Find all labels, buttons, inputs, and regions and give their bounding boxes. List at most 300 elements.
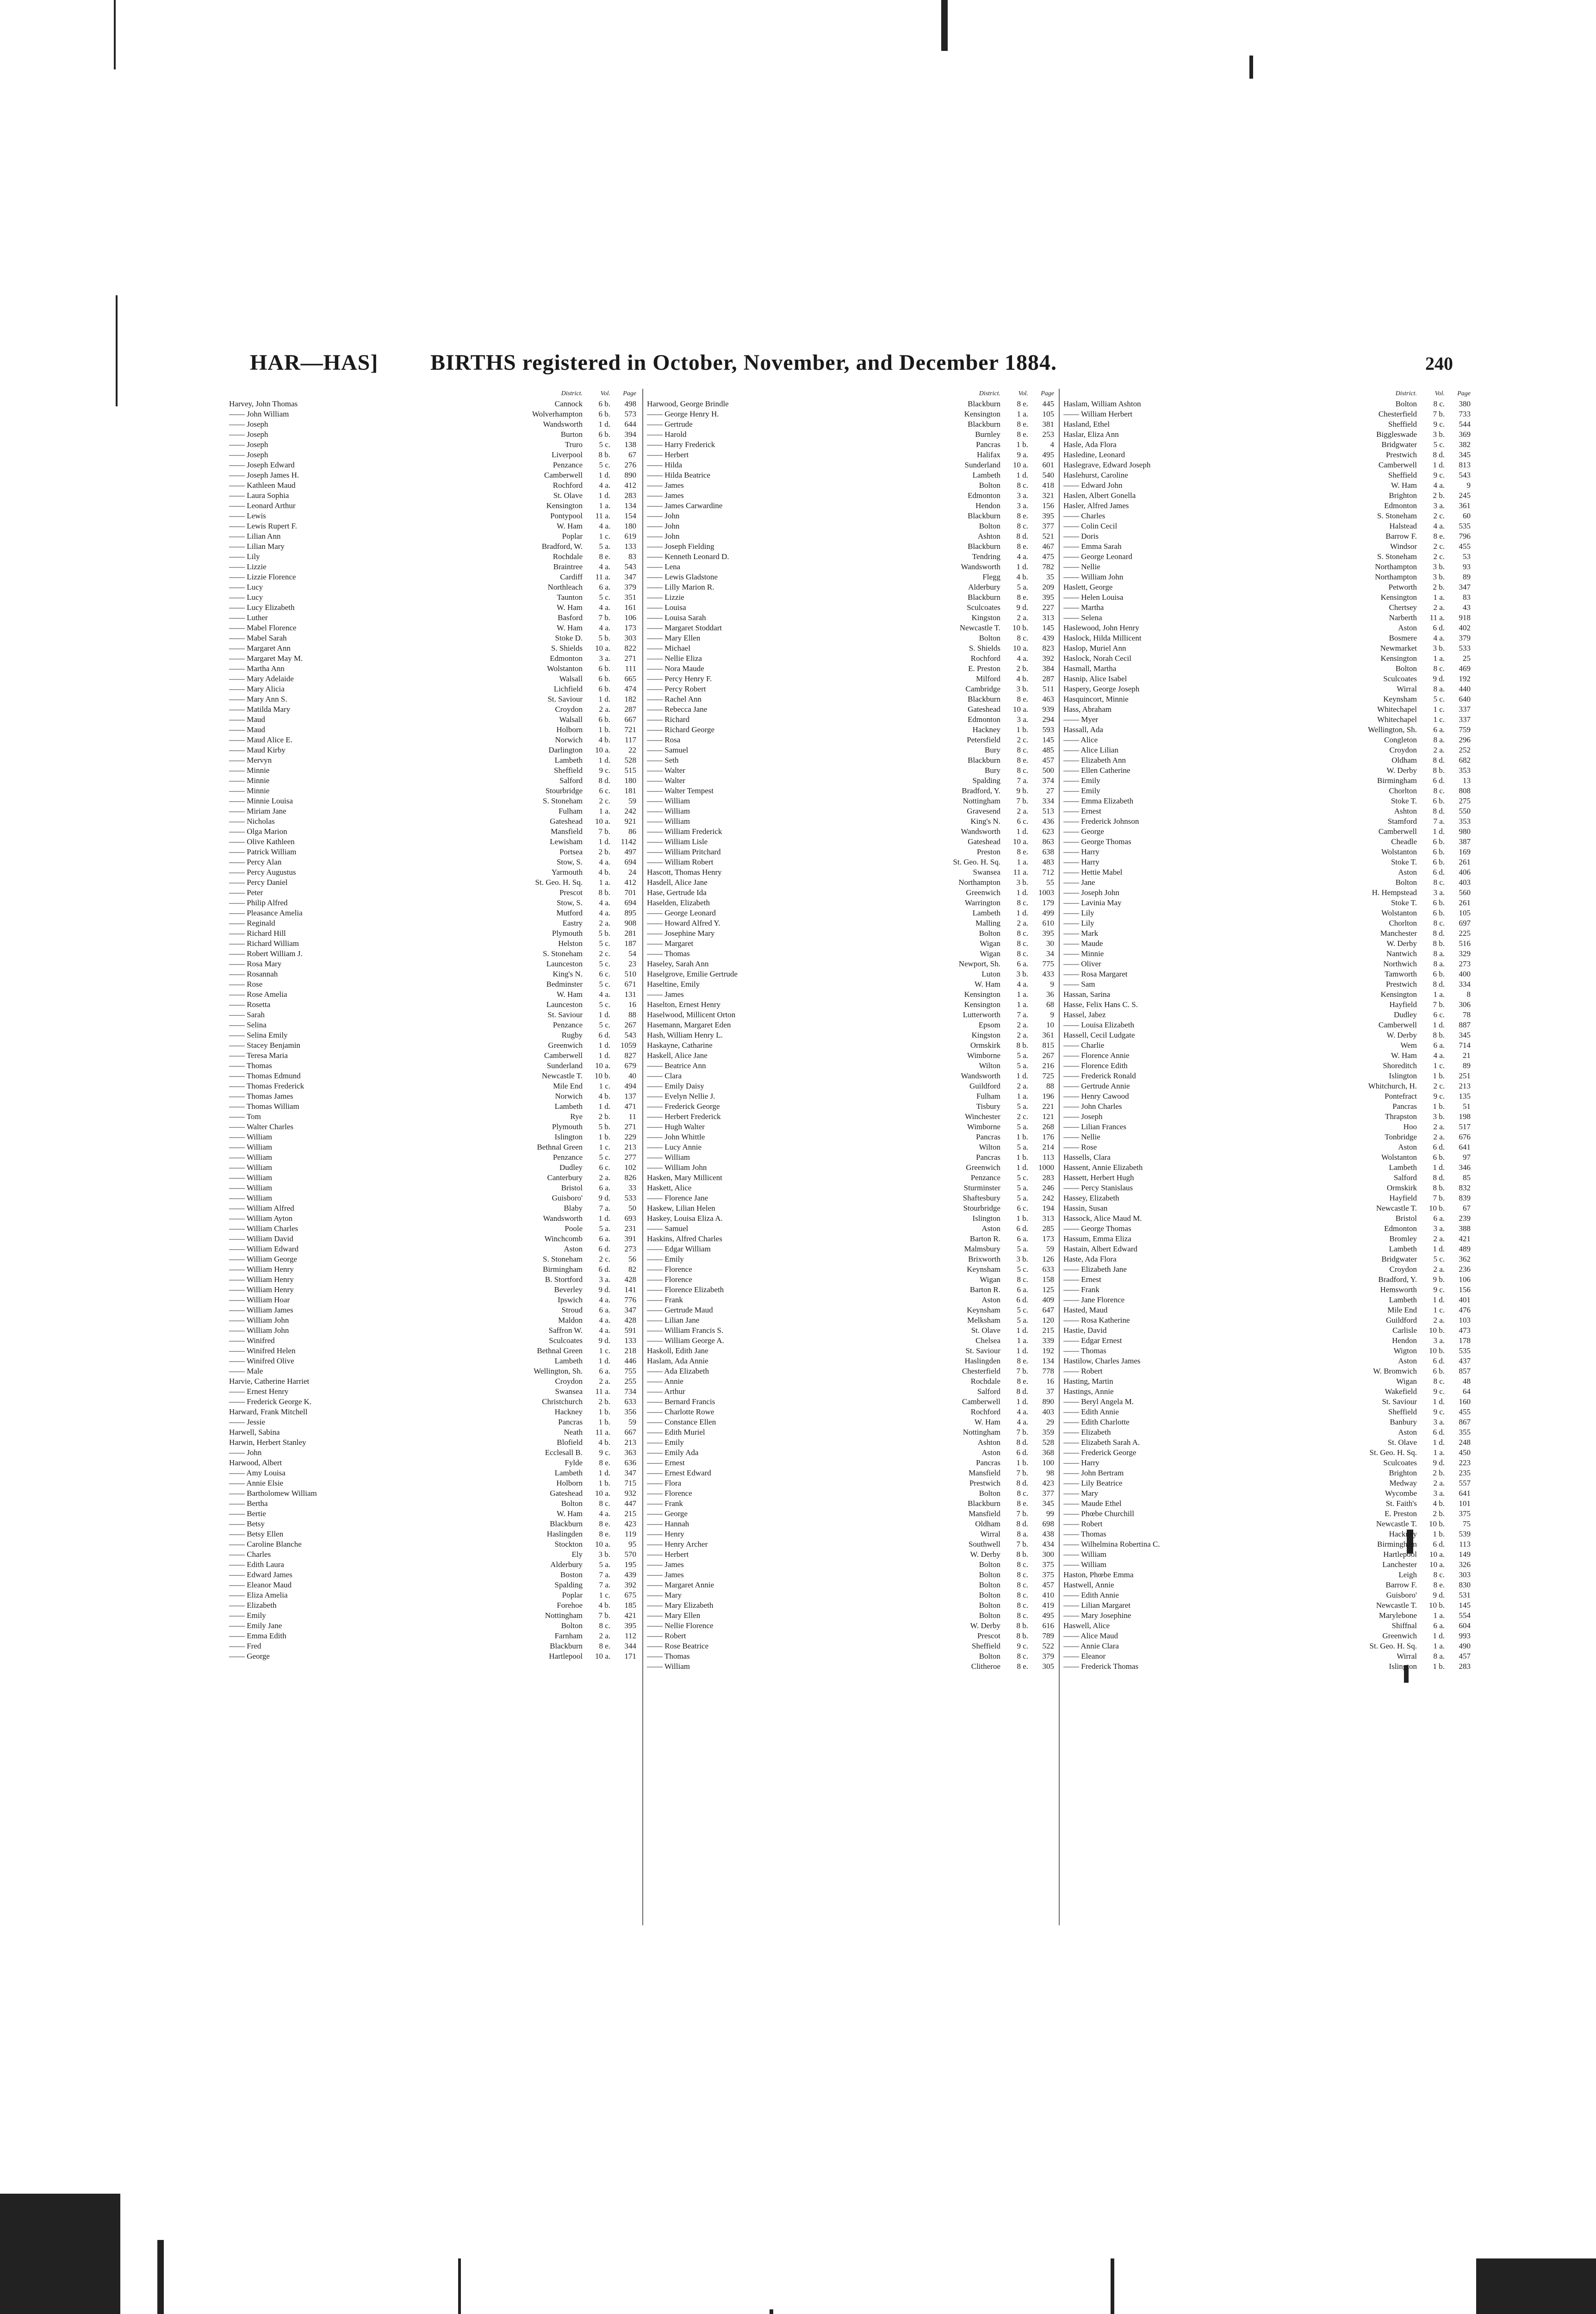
index-entry <box>1063 1020 1471 1030</box>
entry-page: 21 <box>1463 1051 1471 1060</box>
index-entry <box>647 1203 1054 1213</box>
entry-district: Bolton <box>979 1580 1000 1589</box>
entry-page: 176 <box>1042 1132 1054 1141</box>
entry-district: Rochford <box>970 654 1000 663</box>
scan-mark-top-center <box>941 0 948 51</box>
index-entry <box>647 633 1054 643</box>
entry-page: 822 <box>624 644 636 653</box>
entry-page: 675 <box>624 1591 636 1599</box>
entry-page: 236 <box>1459 1265 1471 1274</box>
index-entry <box>647 1417 1054 1427</box>
entry-volume: 8 c. <box>1433 919 1445 927</box>
entry-name: —— Mary Ellen <box>647 634 701 642</box>
entry-page: 528 <box>1042 1438 1054 1447</box>
entry-volume: 8 c. <box>1017 481 1028 490</box>
entry-name: —— William <box>647 817 690 826</box>
entry-name: Hasemann, Margaret Eden <box>647 1020 731 1029</box>
entry-page: 60 <box>1463 511 1471 520</box>
entry-name: —— Robert William J. <box>229 949 303 958</box>
entry-page: 395 <box>624 1621 636 1630</box>
entry-volume: 4 a. <box>599 908 610 917</box>
entry-page: 447 <box>624 1499 636 1508</box>
entry-volume: 3 a. <box>1433 888 1445 897</box>
index-entry <box>647 562 1054 572</box>
entry-volume: 10 b. <box>1429 1601 1445 1610</box>
entry-page: 134 <box>1042 1356 1054 1365</box>
entry-district: Newcastle T. <box>959 623 1000 632</box>
entry-district: Preston <box>977 847 1000 856</box>
entry-page: 229 <box>624 1132 636 1141</box>
index-entry <box>229 1040 636 1051</box>
page-number: 240 <box>1425 353 1453 374</box>
entry-district: Bromley <box>1389 1234 1417 1243</box>
entry-district: Portsea <box>559 847 583 856</box>
entry-name: Haslen, Albert Gonella <box>1063 491 1136 500</box>
entry-name: Hass, Abraham <box>1063 705 1112 714</box>
entry-page: 100 <box>1042 1458 1054 1467</box>
index-entry <box>647 1590 1054 1600</box>
entry-district: Marylebone <box>1379 1611 1417 1620</box>
entry-district: Aston <box>564 1244 583 1253</box>
entry-name: Hasle, Ada Flora <box>1063 440 1117 449</box>
index-entry <box>229 684 636 694</box>
entry-name: —— Lilian Ann <box>229 532 281 541</box>
entry-district: Halstead <box>1389 522 1417 530</box>
entry-page: 697 <box>1459 919 1471 927</box>
entry-name: Haselton, Ernest Henry <box>647 1000 721 1009</box>
entry-district: Carlisle <box>1392 1326 1417 1335</box>
index-entry <box>647 969 1054 979</box>
index-entry <box>1063 399 1471 409</box>
index-range: HAR—HAS] <box>250 350 379 375</box>
entry-page: 51 <box>1463 1102 1471 1111</box>
index-entry <box>1063 419 1471 429</box>
entry-page: 412 <box>624 878 636 887</box>
entry-page: 438 <box>1042 1530 1054 1538</box>
index-entry <box>229 1132 636 1142</box>
entry-volume: 7 b. <box>598 827 610 836</box>
entry-district: Norwich <box>555 1092 583 1101</box>
index-entry <box>647 847 1054 857</box>
index-entry <box>1063 969 1471 979</box>
entry-page: 221 <box>1042 1102 1054 1111</box>
index-entry <box>229 399 636 409</box>
entry-page: 24 <box>628 868 636 877</box>
index-entry <box>647 470 1054 480</box>
index-entry <box>1063 1112 1471 1122</box>
entry-name: —— Nellie <box>1063 1132 1100 1141</box>
entry-district: Bolton <box>1395 664 1417 673</box>
index-entry <box>1063 552 1471 562</box>
entry-name: —— Thomas <box>647 1652 690 1661</box>
index-entry <box>1063 1580 1471 1590</box>
entry-page: 29 <box>1046 1418 1054 1426</box>
entry-name: —— William George A. <box>647 1336 724 1345</box>
entry-district: Wilton <box>979 1143 1000 1151</box>
entry-page: 694 <box>624 858 636 866</box>
index-entry <box>647 1122 1054 1132</box>
entry-district: Bosmere <box>1389 634 1417 642</box>
entry-name: Haseley, Sarah Ann <box>647 959 709 968</box>
index-entry <box>229 1254 636 1264</box>
entry-district: W. Ham <box>556 1509 583 1518</box>
entry-volume: 1 b. <box>1016 1458 1028 1467</box>
entry-name: —— Ernest Henry <box>229 1387 289 1396</box>
entry-name: —— Rosa Margaret <box>1063 970 1128 978</box>
entry-district: Barton R. <box>969 1234 1000 1243</box>
entry-volume: 1 d. <box>598 1051 610 1060</box>
entry-name: Harwood, George Brindle <box>647 399 729 408</box>
index-entry <box>229 1611 636 1621</box>
index-entry <box>647 1173 1054 1183</box>
entry-volume: 1 d. <box>1433 460 1445 469</box>
entry-district: Alderbury <box>550 1560 583 1569</box>
entry-name: —— Edward John <box>1063 481 1123 490</box>
entry-name: —— William John <box>229 1316 289 1325</box>
vol-header: Vol. <box>1435 390 1445 397</box>
entry-name: Haslop, Muriel Ann <box>1063 644 1126 653</box>
entry-district: Maldon <box>558 1316 583 1325</box>
entry-name: —— Annie Elsie <box>229 1479 284 1487</box>
index-entry <box>1063 1325 1471 1336</box>
entry-volume: 1 b. <box>1433 1530 1445 1538</box>
index-entry <box>1063 1590 1471 1600</box>
entry-volume: 2 c. <box>599 796 610 805</box>
entry-district: E. Preston <box>968 664 1000 673</box>
entry-name: —— Robert <box>647 1631 686 1640</box>
entry-name: —— Frank <box>1063 1285 1099 1294</box>
entry-district: St. Geo. H. Sq. <box>1369 1642 1417 1650</box>
index-entry <box>647 1611 1054 1621</box>
entry-page: 434 <box>1042 1540 1054 1549</box>
index-entry <box>1063 1305 1471 1315</box>
entry-page: 154 <box>624 511 636 520</box>
entry-name: —— Rose Beatrice <box>647 1642 709 1650</box>
entry-district: Blackburn <box>968 420 1000 429</box>
entry-district: W. Derby <box>1386 1031 1417 1039</box>
entry-page: 135 <box>1459 1092 1471 1101</box>
index-entry <box>229 928 636 939</box>
entry-volume: 3 a. <box>1433 1489 1445 1498</box>
index-entry <box>229 511 636 521</box>
index-entry <box>1063 959 1471 969</box>
entry-volume: 4 a. <box>599 1316 610 1325</box>
entry-name: —— Charles <box>229 1550 271 1559</box>
entry-name: Haskew, Lilian Helen <box>647 1204 715 1213</box>
entry-district: Sculcoates <box>1383 674 1417 683</box>
index-entry <box>647 1275 1054 1285</box>
entry-page: 839 <box>1459 1194 1471 1202</box>
index-entry <box>229 603 636 613</box>
entry-volume: 10 b. <box>1429 1326 1445 1335</box>
entry-page: 665 <box>624 674 636 683</box>
entry-volume: 1 c. <box>599 1082 610 1090</box>
index-entry <box>1063 1264 1471 1275</box>
entry-name: —— Olga Marion <box>229 827 287 836</box>
entry-name: —— Charlotte Rowe <box>647 1407 714 1416</box>
entry-page: 540 <box>1042 471 1054 479</box>
index-entry <box>1063 715 1471 725</box>
entry-volume: 9 c. <box>1433 471 1445 479</box>
entry-name: Hastwell, Annie <box>1063 1580 1114 1589</box>
entry-name: —— Constance Ellen <box>647 1418 716 1426</box>
index-entry <box>1063 480 1471 491</box>
entry-page: 268 <box>1042 1122 1054 1131</box>
index-entry <box>1063 623 1471 633</box>
entry-name: —— Mabel Florence <box>229 623 297 632</box>
entry-district: Walsall <box>559 715 583 724</box>
index-entry <box>1063 664 1471 674</box>
index-entry <box>647 1651 1054 1661</box>
entry-name: —— Clara <box>647 1071 682 1080</box>
entry-page: 375 <box>1042 1570 1054 1579</box>
column-divider <box>642 389 643 1925</box>
index-entry <box>1063 1549 1471 1560</box>
entry-page: 867 <box>1459 1418 1471 1426</box>
entry-volume: 7 b. <box>1016 1540 1028 1549</box>
index-entry <box>229 1458 636 1468</box>
entry-district: Holborn <box>556 1479 583 1487</box>
entry-page: 395 <box>1042 929 1054 938</box>
entry-page: 271 <box>624 1122 636 1131</box>
entry-page: 490 <box>1459 1642 1471 1650</box>
index-entry <box>647 1387 1054 1397</box>
entry-volume: 6 a. <box>1017 1285 1028 1294</box>
entry-page: 227 <box>1042 603 1054 612</box>
entry-district: W. Derby <box>970 1550 1000 1559</box>
entry-district: Malmsbury <box>964 1244 1000 1253</box>
entry-volume: 6 c. <box>1017 817 1028 826</box>
index-entry <box>1063 806 1471 816</box>
entry-volume: 5 a. <box>599 1224 610 1233</box>
entry-name: —— Beatrice Ann <box>647 1061 706 1070</box>
entry-volume: 3 a. <box>1017 715 1028 724</box>
entry-page: 27 <box>1046 786 1054 795</box>
index-entry <box>229 1448 636 1458</box>
entry-volume: 8 e. <box>1017 1356 1028 1365</box>
entry-name: Hassum, Emma Eliza <box>1063 1234 1131 1243</box>
index-entry <box>647 949 1054 959</box>
entry-name: —— Minnie <box>229 766 270 775</box>
entry-district: Sheffield <box>1388 1407 1417 1416</box>
entry-volume: 6 b. <box>1433 1367 1445 1375</box>
entry-district: Hackney <box>1389 1530 1417 1538</box>
entry-page: 939 <box>1042 705 1054 714</box>
entry-name: Haswell, Alice <box>1063 1621 1110 1630</box>
entry-name: —— John Bertram <box>1063 1468 1124 1477</box>
index-entry <box>647 796 1054 806</box>
entry-district: St. Saviour <box>1382 1397 1417 1406</box>
entry-volume: 9 c. <box>1433 420 1445 429</box>
entry-volume: 10 a. <box>1012 460 1028 469</box>
entry-district: Croydon <box>1389 746 1417 754</box>
entry-page: 36 <box>1046 990 1054 999</box>
index-entry <box>229 460 636 470</box>
index-entry <box>1063 1560 1471 1570</box>
entry-page: 156 <box>1042 501 1054 510</box>
entry-volume: 5 a. <box>599 1560 610 1569</box>
entry-page: 9 <box>1050 980 1054 989</box>
entry-volume: 10 a. <box>595 1652 610 1661</box>
entry-name: —— Helen Louisa <box>1063 593 1124 602</box>
entry-district: Blackburn <box>968 399 1000 408</box>
entry-name: —— Josephine Mary <box>647 929 715 938</box>
entry-page: 890 <box>1042 1397 1054 1406</box>
entry-name: —— Richard <box>647 715 690 724</box>
index-entry <box>1063 1213 1471 1224</box>
entry-volume: 3 b. <box>1433 1112 1445 1121</box>
entry-name: —— Jane Florence <box>1063 1295 1125 1304</box>
index-entry <box>647 1488 1054 1499</box>
index-entry <box>229 633 636 643</box>
entry-volume: 8 d. <box>1433 807 1445 815</box>
entry-volume: 5 c. <box>599 593 610 602</box>
entry-name: —— Rose <box>1063 1143 1097 1151</box>
index-entry <box>229 1071 636 1081</box>
entry-volume: 1 d. <box>598 756 610 765</box>
index-entry <box>229 1020 636 1030</box>
entry-page: 362 <box>1459 1255 1471 1263</box>
entry-name: —— Winifred Olive <box>229 1356 294 1365</box>
index-entry <box>229 694 636 704</box>
entry-district: Rochford <box>970 1407 1000 1416</box>
scan-mark-bottom-right-block <box>1476 2258 1596 2314</box>
entry-name: —— Edith Laura <box>229 1560 284 1569</box>
entry-district: Lambeth <box>972 908 1000 917</box>
entry-district: Islington <box>554 1132 583 1141</box>
entry-name: Haston, Phœbe Emma <box>1063 1570 1134 1579</box>
entry-page: 120 <box>1042 1316 1054 1325</box>
index-entry <box>647 674 1054 684</box>
entry-district: Kensington <box>546 501 583 510</box>
entry-volume: 1 c. <box>599 1591 610 1599</box>
entry-volume: 6 b. <box>1433 847 1445 856</box>
index-entry <box>647 1570 1054 1580</box>
index-entry <box>1063 1193 1471 1203</box>
entry-district: St. Geo. H. Sq. <box>1369 1448 1417 1457</box>
entry-volume: 8 c. <box>599 1499 610 1508</box>
entry-district: Congleton <box>1384 735 1417 744</box>
entry-volume: 8 c. <box>1433 664 1445 673</box>
entry-district: Mile End <box>553 1082 583 1090</box>
entry-name: —— Colin Cecil <box>1063 522 1118 530</box>
entry-page: 423 <box>624 1519 636 1528</box>
index-entry <box>647 1397 1054 1407</box>
entry-page: 361 <box>1042 1031 1054 1039</box>
entry-volume: 1 b. <box>1016 1132 1028 1141</box>
entry-volume: 1 b. <box>1433 1071 1445 1080</box>
entry-volume: 11 a. <box>1013 868 1028 877</box>
entry-page: 401 <box>1459 1295 1471 1304</box>
entry-page: 252 <box>1459 746 1471 754</box>
entry-volume: 8 d. <box>1016 1387 1028 1396</box>
entry-volume: 2 b. <box>598 847 610 856</box>
index-entry <box>1063 1458 1471 1468</box>
scan-mark-bottom-left-block <box>0 2194 120 2314</box>
entry-page: 178 <box>1459 1336 1471 1345</box>
index-entry <box>229 1142 636 1152</box>
entry-name: —— William Henry <box>229 1265 294 1274</box>
entry-name: Haskins, Alfred Charles <box>647 1234 722 1243</box>
entry-page: 543 <box>624 562 636 571</box>
index-entry <box>229 1234 636 1244</box>
entry-page: 10 <box>1046 1020 1054 1029</box>
entry-volume: 5 c. <box>599 1153 610 1162</box>
entry-page: 89 <box>1463 1061 1471 1070</box>
entry-page: 644 <box>624 420 636 429</box>
index-entry <box>229 837 636 847</box>
entry-page: 755 <box>624 1367 636 1375</box>
entry-district: Haslingden <box>546 1530 583 1538</box>
entry-district: Croydon <box>1389 1265 1417 1274</box>
entry-district: Blackburn <box>968 756 1000 765</box>
entry-district: Blackburn <box>968 695 1000 703</box>
entry-page: 374 <box>1042 776 1054 785</box>
entry-volume: 8 e. <box>1017 695 1028 703</box>
entry-district: St. Geo. H. Sq. <box>953 858 1000 866</box>
index-entry <box>229 888 636 898</box>
entry-volume: 1 a. <box>1433 990 1445 999</box>
entry-district: S. Shields <box>969 644 1000 653</box>
index-entry <box>647 755 1054 765</box>
entry-district: Petersfield <box>967 735 1000 744</box>
index-entry <box>647 1295 1054 1305</box>
entry-name: —— Harold <box>647 430 687 439</box>
entry-district: Keynsham <box>967 1265 1000 1274</box>
entry-name: —— Margaret Ann <box>229 644 291 653</box>
entry-page: 469 <box>1459 664 1471 673</box>
index-entry <box>229 898 636 908</box>
entry-district: Northampton <box>958 878 1000 887</box>
entry-district: Swansea <box>555 1387 583 1396</box>
entry-name: —— Seth <box>647 756 679 765</box>
entry-district: W. Derby <box>1386 766 1417 775</box>
entry-name: —— Bertie <box>229 1509 266 1518</box>
entry-district: Christchurch <box>542 1397 583 1406</box>
index-entry <box>647 521 1054 531</box>
entry-name: —— Martha Ann <box>229 664 285 673</box>
entry-district: Lambeth <box>554 1468 583 1477</box>
entry-volume: 8 d. <box>1016 532 1028 541</box>
index-entry <box>647 918 1054 928</box>
entry-volume: 10 a. <box>1012 837 1028 846</box>
entry-volume: 9 d. <box>1433 674 1445 683</box>
entry-district: Nottingham <box>545 1611 583 1620</box>
entry-name: —— Eleanor <box>1063 1652 1106 1661</box>
entry-volume: 10 a. <box>1429 1560 1445 1569</box>
entry-name: —— Frederick Johnson <box>1063 817 1139 826</box>
entry-volume: 11 a. <box>1429 613 1445 622</box>
entry-volume: 9 b. <box>1016 786 1028 795</box>
entry-name: —— Mary Ellen <box>647 1611 701 1620</box>
entry-volume: 9 c. <box>1433 1092 1445 1101</box>
index-entry <box>229 521 636 531</box>
index-entry <box>229 1590 636 1600</box>
entry-page: 421 <box>624 1611 636 1620</box>
entry-district: Kensington <box>964 410 1000 418</box>
entry-district: Narberth <box>1389 613 1417 622</box>
index-entry <box>647 979 1054 989</box>
index-entry <box>647 1356 1054 1366</box>
entry-name: Hasler, Alfred James <box>1063 501 1129 510</box>
entry-district: Bolton <box>561 1621 583 1630</box>
index-entry <box>1063 1621 1471 1631</box>
entry-district: Wimborne <box>967 1051 1000 1060</box>
index-entry <box>647 1539 1054 1549</box>
entry-volume: 1 d. <box>598 1214 610 1223</box>
entry-name: —— Ernest <box>1063 1275 1101 1284</box>
entry-volume: 7 b. <box>1433 410 1445 418</box>
